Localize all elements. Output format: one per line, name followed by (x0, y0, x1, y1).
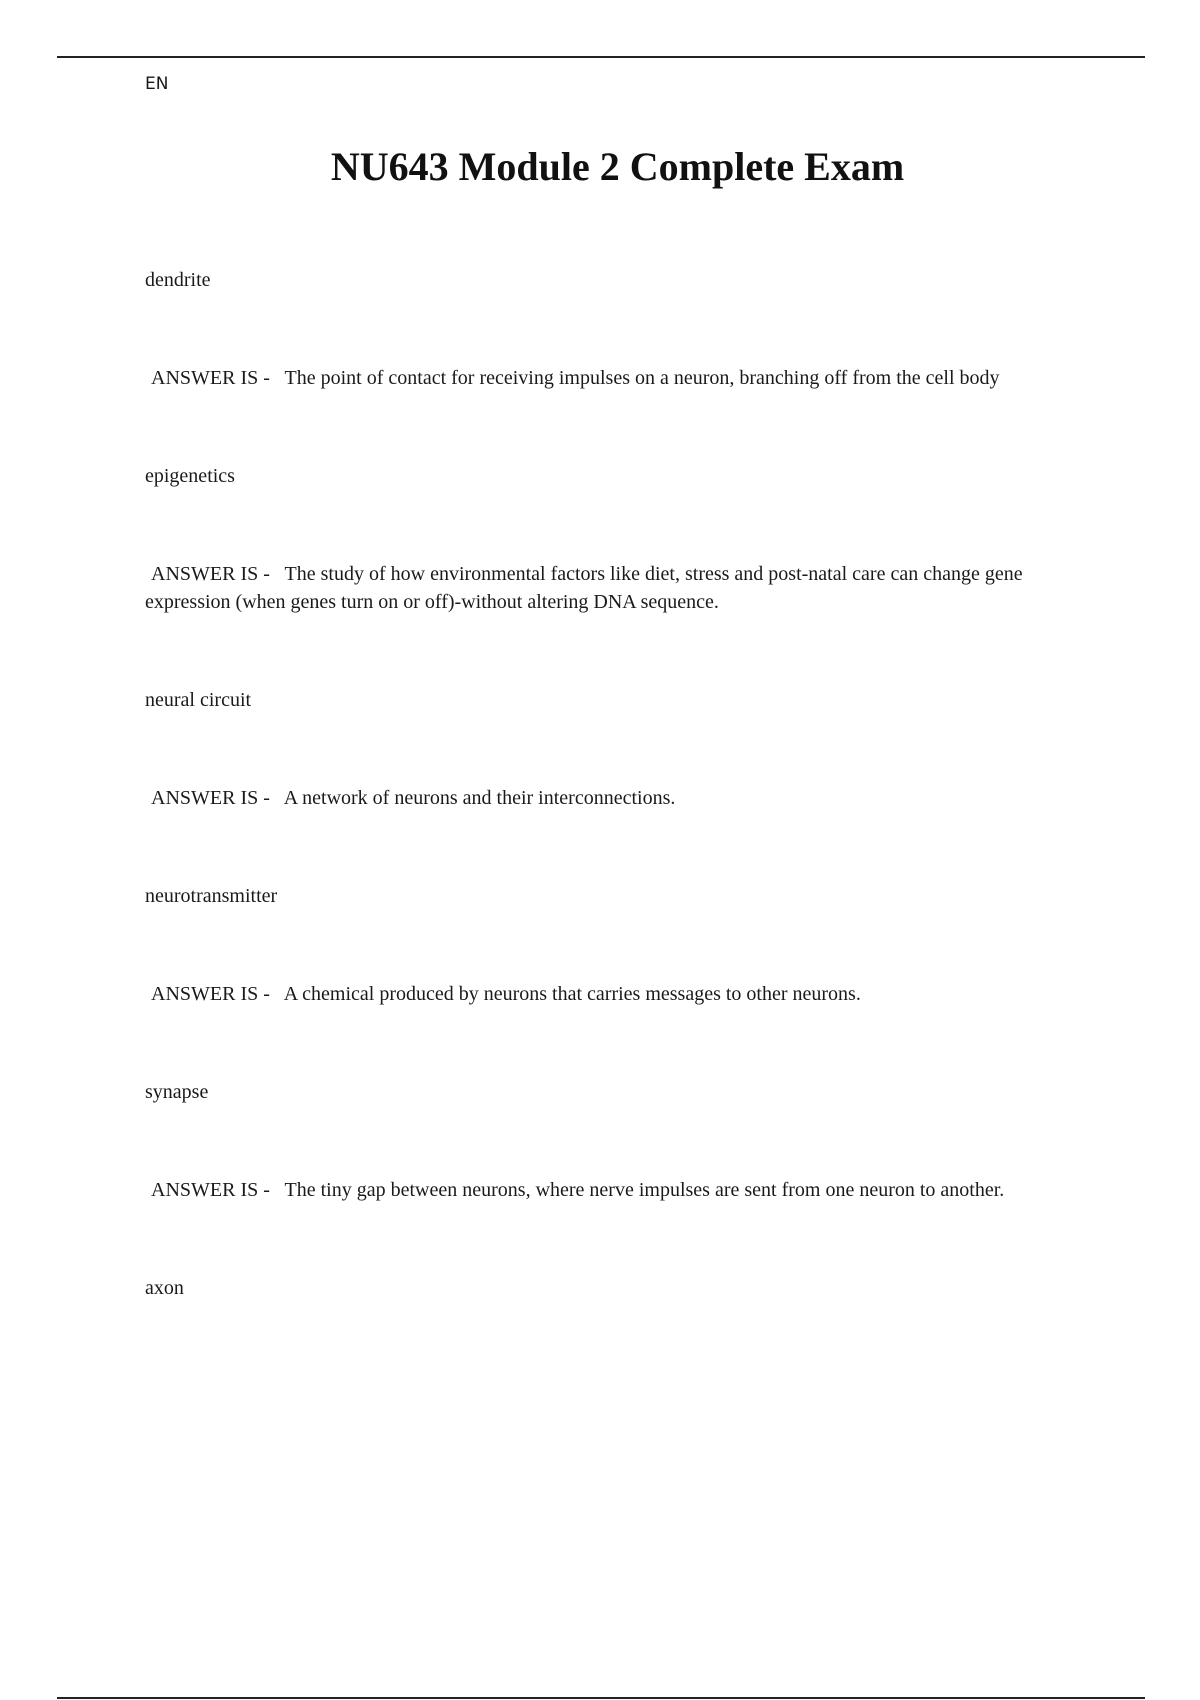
term-neural-circuit: neural circuit (145, 689, 252, 711)
top-rule (57, 56, 1145, 58)
term-neurotransmitter: neurotransmitter (145, 885, 278, 907)
answer-prefix: ANSWER IS - (151, 787, 270, 809)
answer-text (270, 367, 285, 389)
answer-prefix: ANSWER IS - (151, 563, 270, 585)
answer-prefix: ANSWER IS - (151, 1179, 270, 1201)
answer-text: A chemical produced by neurons that carries messages to other neurons. (283, 983, 861, 1005)
answer-spacer (270, 563, 285, 585)
page-title: NU643 Module 2 Complete Exam (330, 144, 905, 189)
answer-text: The point of contact for receiving impulses on a neuron, branching off from the cell body (284, 367, 1000, 389)
answer-prefix: ANSWER IS - (151, 983, 270, 1005)
answer-dendrite (145, 364, 1075, 392)
answer-spacer (270, 787, 284, 809)
answer-text: A network of neurons and their interconnections. (283, 787, 676, 809)
answer-spacer (270, 983, 284, 1005)
answer-epigenetics (145, 560, 1075, 616)
bottom-rule (57, 1697, 1145, 1699)
answer-prefix: ANSWER IS - (151, 367, 270, 389)
exam-entries (145, 266, 1075, 1302)
answer-text: The study of how environmental factors like diet, stress and post-natal care can change gene expression (when genes turn on or off)-without altering DNA sequence. (145, 563, 1023, 613)
answer-neural-circuit (145, 784, 1075, 812)
term-dendrite: dendrite (145, 269, 211, 291)
answer-spacer (270, 1179, 285, 1201)
answer-text: The tiny gap between neurons, where nerve impulses are sent from one neuron to another. (284, 1179, 1005, 1201)
language-tag: EN (145, 74, 169, 94)
term-synapse: synapse (145, 1081, 209, 1103)
answer-neurotransmitter (145, 980, 1075, 1008)
term-epigenetics: epigenetics (145, 465, 235, 487)
term-axon: axon (145, 1277, 184, 1299)
answer-synapse (145, 1176, 1075, 1204)
